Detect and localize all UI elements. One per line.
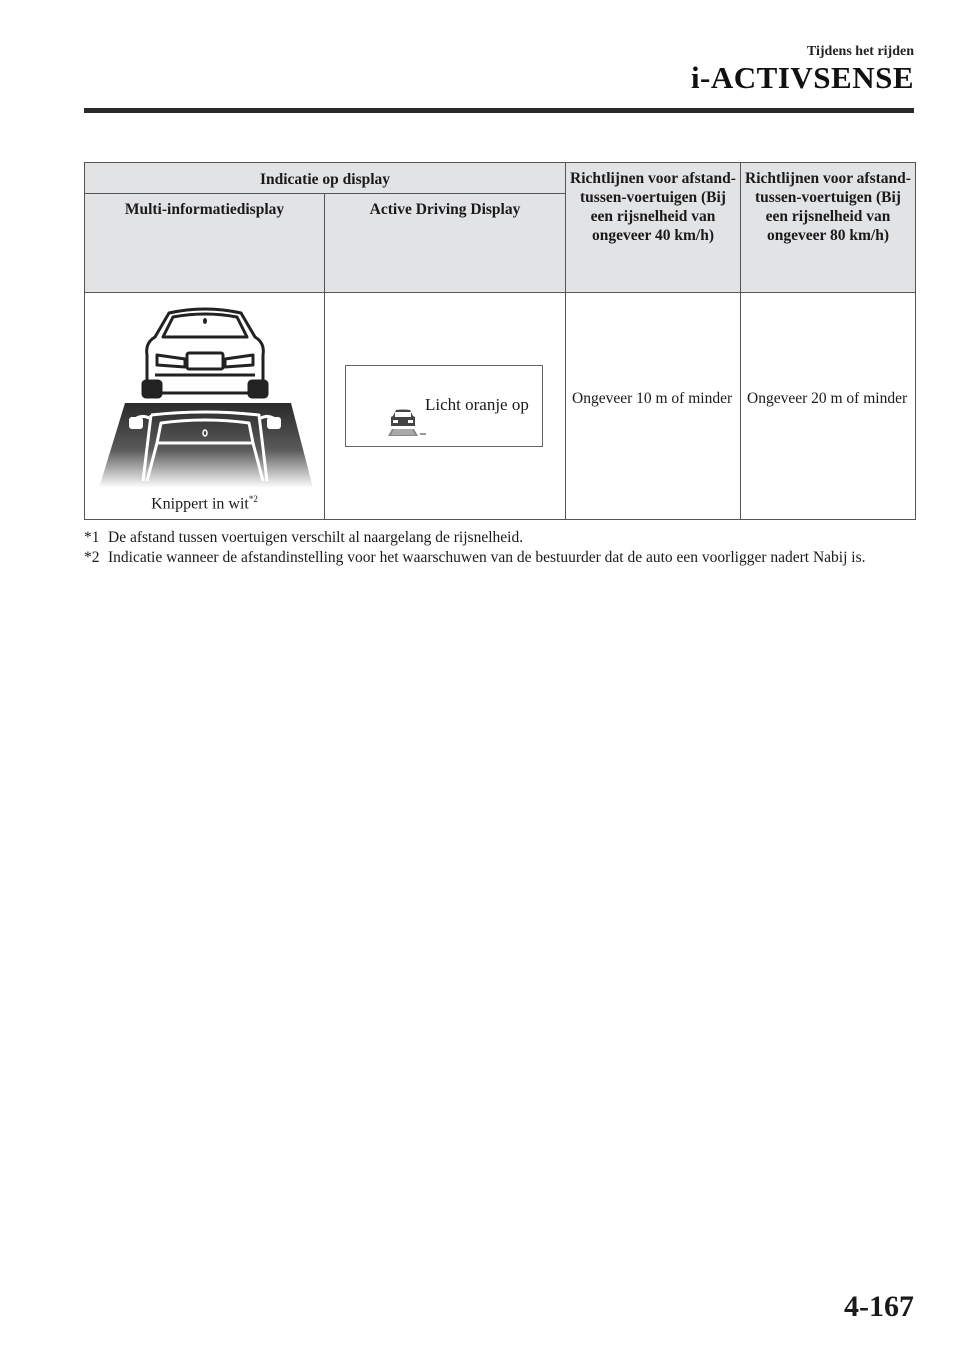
footnotes [84,528,924,568]
page-number: 4-167 [844,1290,914,1323]
section-title: Tijdens het rijden [806,44,914,59]
indicator-table [84,162,916,520]
footnote-mark: *2 [84,549,100,566]
group-header: Indicatie op display [85,163,566,194]
col4-header: Richtlijnen voor afstand-tussen-voertuigen (Bij een rijsnelheid van ongeveer 80 km/h) [741,163,916,293]
col3-header: Richtlijnen voor afstand-tussen-voertuigen (Bij een rijsnelheid van ongeveer 40 km/h) [566,163,741,293]
footnote-1 [84,528,924,548]
col1-caption: Knippert in wit$^{*2}$ [151,493,258,512]
header-rule [84,108,914,113]
table-row [85,293,916,520]
active-driving-label: Licht oranje op [425,395,529,414]
guideline-40-cell: Ongeveer 10 m of minder [566,293,741,520]
page-title: i-ACTIVSENSE [690,60,914,95]
active-driving-display-frame [345,365,543,447]
multi-info-display-cell [85,293,325,520]
car-warning-icon [346,366,426,448]
road-warning-zone [99,403,313,488]
table-header-row-1 [85,163,916,194]
footnote-text: Indicatie wanneer de afstandinstelling voor het waarschuwen van de bestuurder dat de auto een voorligger nadert Nabij is. [108,549,866,566]
footnote-ref: *2 [248,493,258,504]
vehicle-distance-illustration [85,293,325,493]
footnote-text: De afstand tussen voertuigen verschilt al naargelang de rijsnelheid. [108,529,524,546]
footnote-2 [84,548,924,568]
guideline-80-cell: Ongeveer 20 m of minder [741,293,916,520]
col1-header: Multi-informatiedisplay [85,194,325,293]
col2-header: Active Driving Display [325,194,566,293]
footnote-mark: *1 [84,529,100,546]
active-driving-display-cell [325,293,566,520]
